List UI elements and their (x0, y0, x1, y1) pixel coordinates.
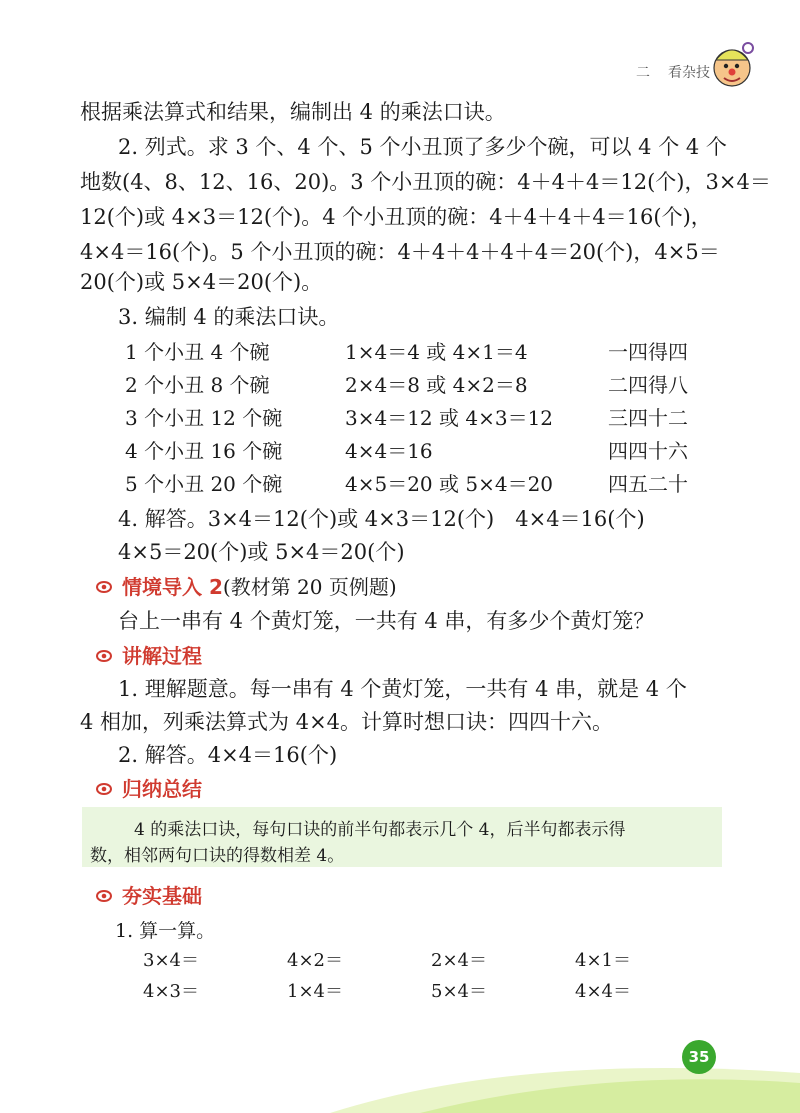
table-cell-formula: 4×4＝16 (345, 439, 433, 463)
section-heading-label: 归纳总结 (122, 777, 202, 801)
section-heading-note: (教材第 20 页例题) (222, 575, 397, 599)
paragraph-line: 2. 解答。4×4＝16(个) (118, 743, 338, 767)
exercise-item: 4×1＝ (575, 950, 631, 971)
eye-bullet-icon (96, 581, 112, 593)
exercise-item: 2×4＝ (431, 950, 487, 971)
exercise-item: 4×2＝ (287, 950, 343, 971)
section-heading (96, 773, 202, 802)
table-cell-count: 5 个小丑 20 个碗 (125, 472, 283, 496)
paragraph-line: 地数(4、8、12、16、20)。3 个小丑顶的碗：4＋4＋4＝12(个)，3×4＝ (80, 170, 771, 194)
section-heading-label: 讲解过程 (122, 644, 202, 668)
paragraph-line: 1. 理解题意。每一串有 4 个黄灯笼，一共有 4 串，就是 4 个 (118, 677, 687, 701)
paragraph-line: 4×4＝16(个)。5 个小丑顶的碗：4＋4＋4＋4＋4＝20(个)，4×5＝ (80, 240, 720, 264)
table-cell-formula: 3×4＝12 或 4×3＝12 (345, 406, 554, 430)
exercise-item: 4×3＝ (143, 981, 199, 1002)
chapter-header (636, 62, 710, 82)
exercise-item: 5×4＝ (431, 981, 487, 1002)
footer-wave-decoration (0, 1023, 800, 1113)
exercise-item: 3×4＝ (143, 950, 199, 971)
table-cell-rhyme: 四四十六 (608, 439, 688, 463)
clown-mascot-icon (710, 38, 756, 88)
table-cell-rhyme: 二四得八 (608, 373, 688, 397)
exercise-item: 4×4＝ (575, 981, 631, 1002)
table-cell-formula: 4×5＝20 或 5×4＝20 (345, 472, 554, 496)
paragraph-line: 20(个)或 5×4＝20(个)。 (80, 270, 323, 294)
table-cell-count: 2 个小丑 8 个碗 (125, 373, 270, 397)
question-text: 台上一串有 4 个黄灯笼，一共有 4 串，有多少个黄灯笼？ (118, 609, 655, 633)
paragraph-line: 2. 列式。求 3 个、4 个、5 个小丑顶了多少个碗，可以 4 个 4 个 (118, 135, 727, 159)
paragraph-line: 根据乘法算式和结果，编制出 4 的乘法口诀。 (80, 100, 506, 124)
page-number: 35 (682, 1040, 716, 1074)
table-cell-count: 3 个小丑 12 个碗 (125, 406, 283, 430)
table-cell-rhyme: 四五二十 (608, 472, 688, 496)
exercise-item: 1×4＝ (287, 981, 343, 1002)
eye-bullet-icon (96, 890, 112, 902)
chapter-title: 看杂技 (668, 65, 710, 81)
answer-line: 4. 解答。3×4＝12(个)或 4×3＝12(个) 4×4＝16(个) (118, 507, 645, 531)
table-cell-formula: 2×4＝8 或 4×2＝8 (345, 373, 528, 397)
section-heading (96, 571, 397, 600)
paragraph-line: 12(个)或 4×3＝12(个)。4 个小丑顶的碗：4＋4＋4＋4＝16(个)， (80, 205, 712, 229)
table-cell-rhyme: 三四十二 (608, 406, 688, 430)
summary-line: 数，相邻两句口诀的得数相差 4。 (90, 846, 345, 866)
section-heading (96, 640, 202, 669)
paragraph-line: 3. 编制 4 的乘法口诀。 (118, 305, 340, 329)
table-cell-formula: 1×4＝4 或 4×1＝4 (345, 340, 528, 364)
exercise-task: 1. 算一算。 (115, 920, 216, 942)
answer-line: 4×5＝20(个)或 5×4＝20(个) (118, 540, 405, 564)
section-heading-label: 夯实基础 (122, 884, 202, 908)
section-heading (96, 880, 202, 909)
chapter-number: 二 (636, 65, 650, 81)
table-cell-rhyme: 一四得四 (608, 340, 688, 364)
section-heading-label: 情境导入 2 (122, 575, 223, 599)
summary-line: 4 的乘法口诀，每句口诀的前半句都表示几个 4，后半句都表示得 (134, 820, 626, 840)
summary-box (82, 807, 722, 867)
table-cell-count: 1 个小丑 4 个碗 (125, 340, 270, 364)
table-cell-count: 4 个小丑 16 个碗 (125, 439, 283, 463)
paragraph-line: 4 相加，列乘法算式为 4×4。计算时想口诀：四四十六。 (80, 710, 614, 734)
eye-bullet-icon (96, 650, 112, 662)
eye-bullet-icon (96, 783, 112, 795)
